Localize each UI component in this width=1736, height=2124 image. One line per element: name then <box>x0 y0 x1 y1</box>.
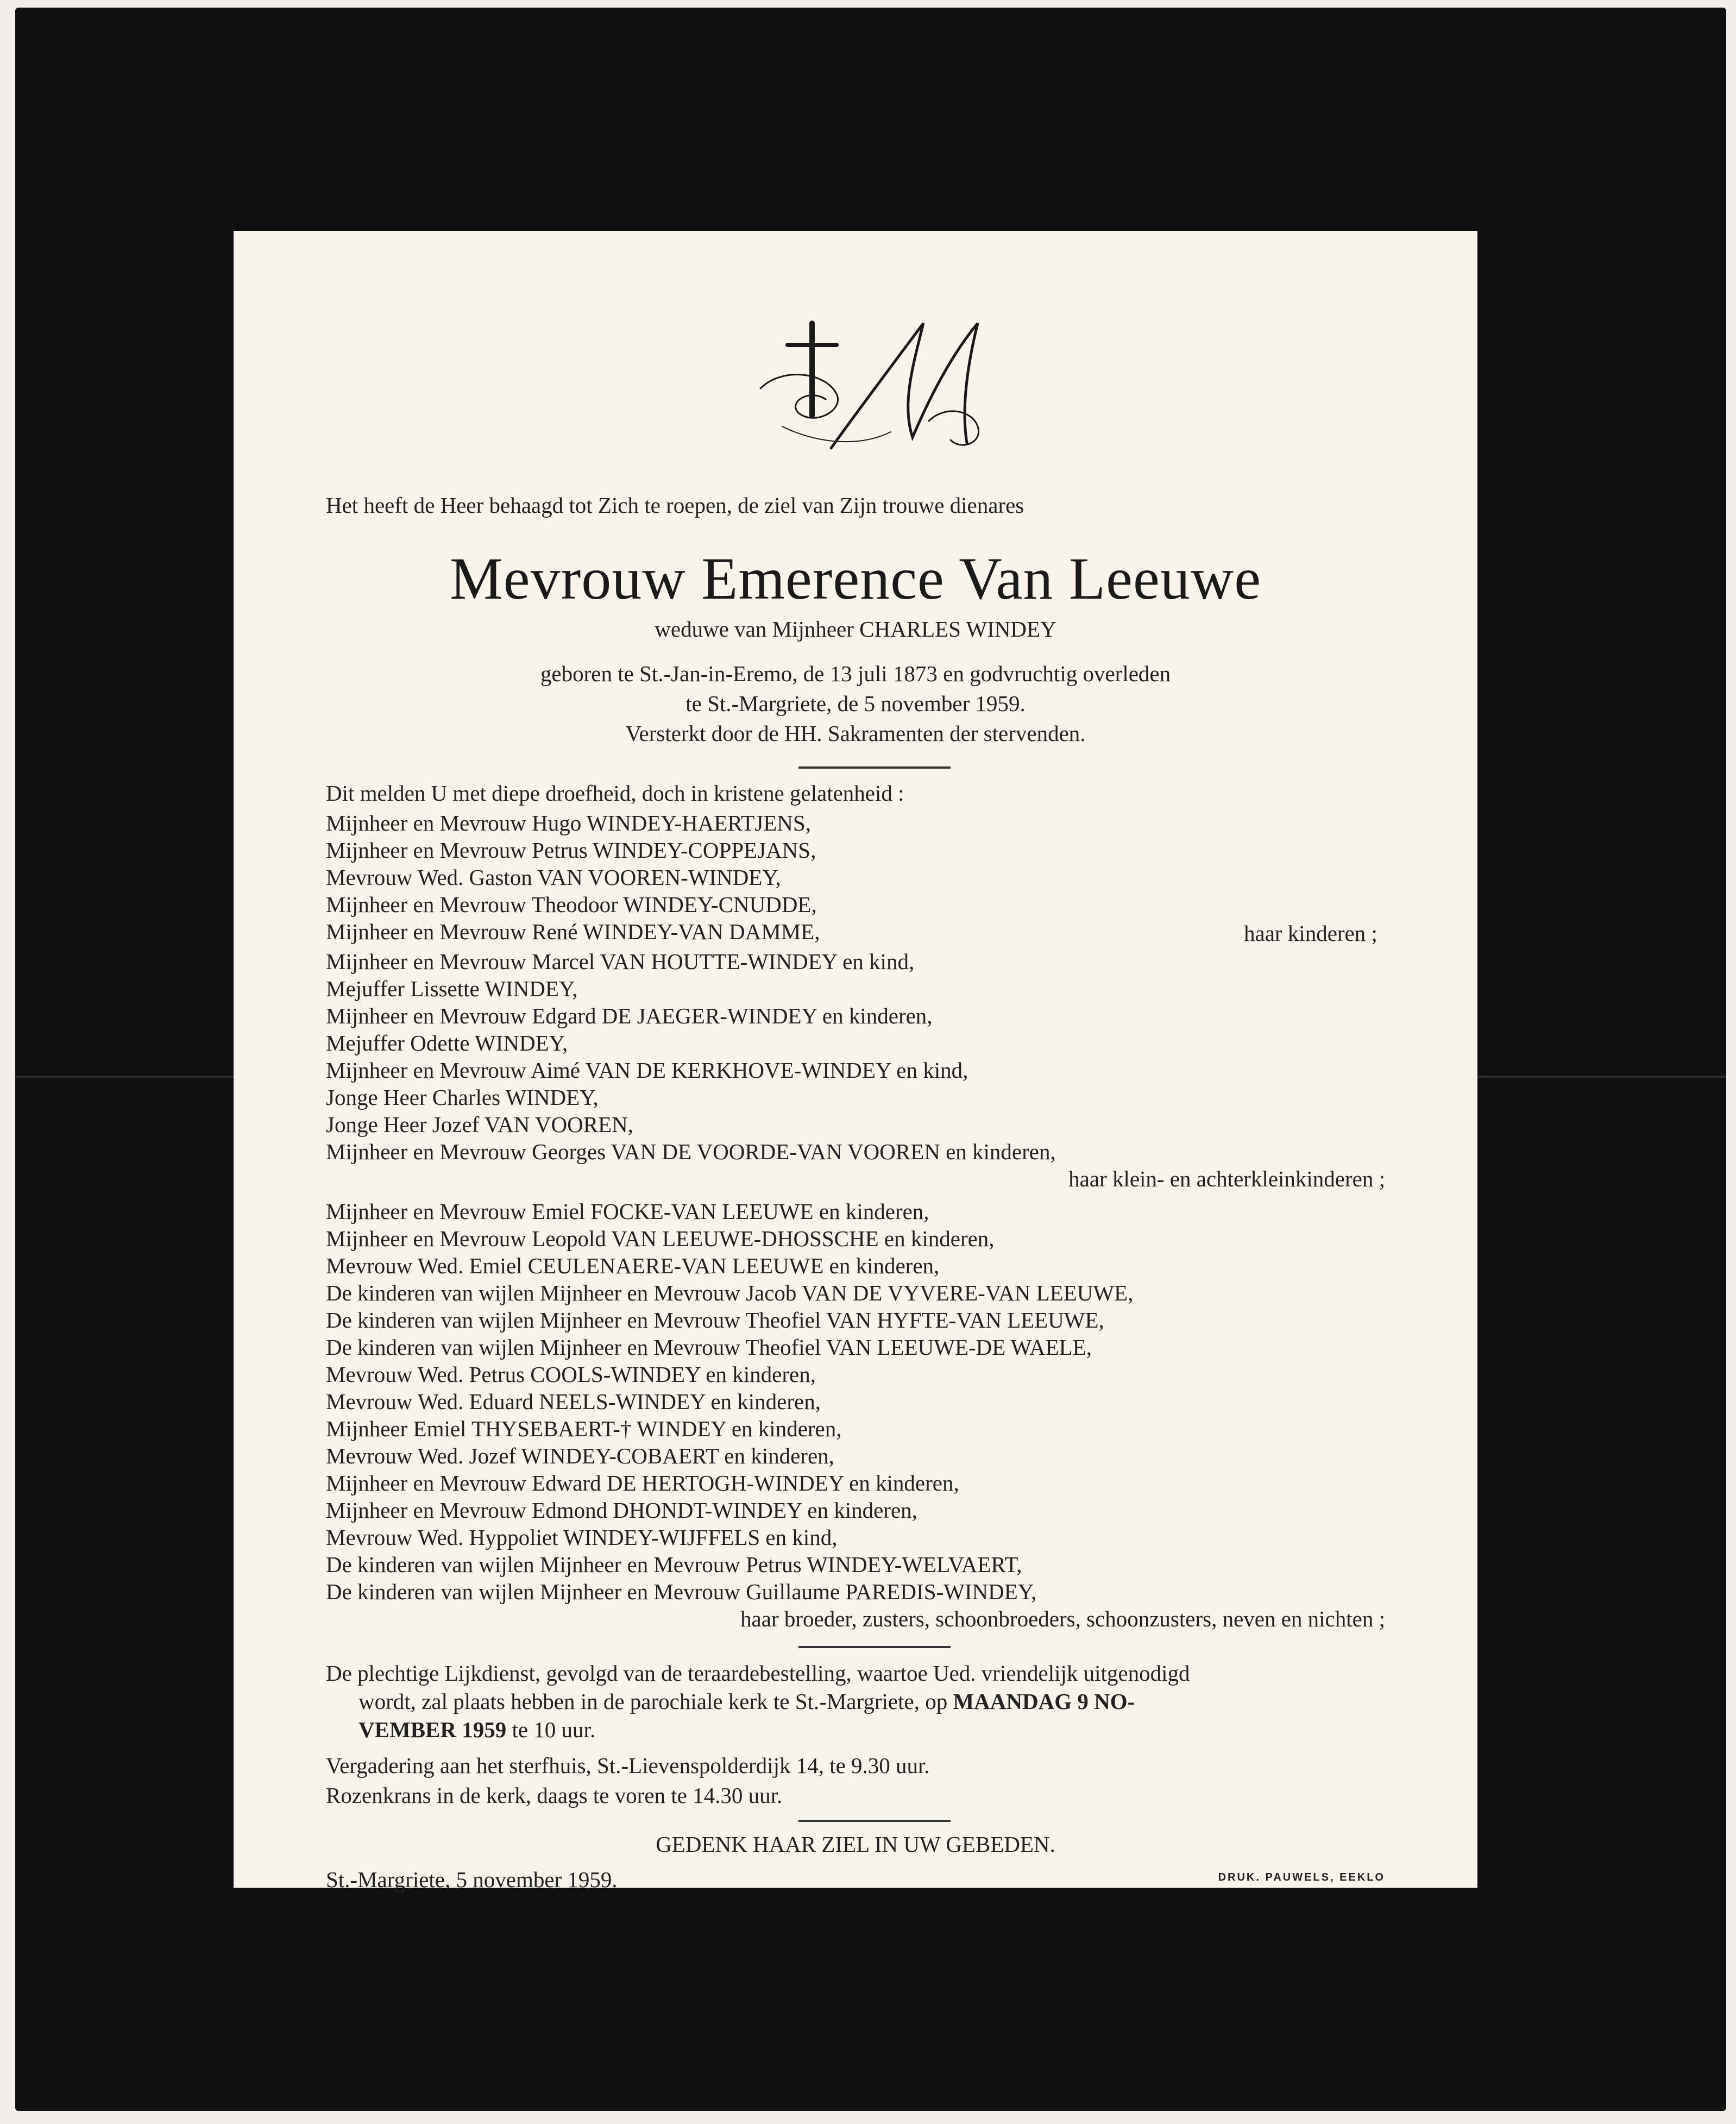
deceased-name: Mevrouw Emerence Van Leeuwe <box>449 545 1262 612</box>
list-item: Mevrouw Wed. Hyppoliet WINDEY-WIJFFELS en kind, <box>326 1525 838 1550</box>
service-date-part-1: MAANDAG 9 NO- <box>953 1689 1135 1714</box>
list-item: Mevrouw Wed. Petrus COOLS-WINDEY en kinderen, <box>326 1362 816 1387</box>
widow-line <box>234 615 1477 643</box>
list-item: De kinderen van wijlen Mijnheer en Mevrouw Guillaume PAREDIS-WINDEY, <box>326 1579 1037 1604</box>
service-line-3 <box>358 1716 595 1743</box>
death-line: te St.-Margriete, de 5 november 1959. <box>685 691 1026 716</box>
widow-prefix: weduwe van Mijnheer <box>655 617 860 642</box>
list-item: Mijnheer en Mevrouw Emiel FOCKE-VAN LEEUWE en kinderen, <box>326 1199 929 1224</box>
list-item: Mevrouw Wed. Eduard NEELS-WINDEY en kinderen, <box>326 1389 821 1414</box>
list-item: Mevrouw Wed. Jozef WINDEY-COBAERT en kinderen, <box>326 1443 834 1468</box>
sacraments-line: Versterkt door de HH. Sakramenten der stervenden. <box>625 721 1086 746</box>
list-item: Mevrouw Wed. Emiel CEULENAERE-VAN LEEUWE en kinderen, <box>326 1253 940 1278</box>
list-item: De kinderen van wijlen Mijnheer en Mevrouw Theofiel VAN HYFTE-VAN LEEUWE, <box>326 1308 1104 1333</box>
divider <box>798 1820 951 1822</box>
service-time: te 10 uur. <box>506 1717 596 1742</box>
list-item: Mijnheer en Mevrouw Petrus WINDEY-COPPEJANS, <box>326 838 816 863</box>
list-item: Mijnheer en Mevrouw Georges VAN DE VOORDE-VAN VOOREN en kinderen, <box>326 1139 1056 1164</box>
list-item: Mijnheer en Mevrouw Edmond DHONDT-WINDEY en kinderen, <box>326 1498 917 1523</box>
list-item: Jonge Heer Jozef VAN VOOREN, <box>326 1112 633 1137</box>
list-item: De kinderen van wijlen Mijnheer en Mevrouw Jacob VAN DE VYVERE-VAN LEEUWE, <box>326 1280 1134 1305</box>
announce-line: Dit melden U met diepe droefheid, doch in kristene gelatenheid : <box>326 781 904 806</box>
list-item: Jonge Heer Charles WINDEY, <box>326 1085 599 1110</box>
intro-text: Het heeft de Heer behaagd tot Zich te roepen, de ziel van Zijn trouwe dienares <box>326 493 1024 518</box>
children-label: haar kinderen ; <box>1244 921 1378 946</box>
relatives-label: haar broeder, zusters, schoonbroeders, schoonzusters, neven en nichten ; <box>740 1606 1385 1631</box>
printer-credit: DRUK. PAUWELS, EEKLO <box>1218 1871 1385 1883</box>
list-item: Mijnheer en Mevrouw Leopold VAN LEEUWE-DHOSSCHE en kinderen, <box>326 1226 995 1251</box>
husband-name: CHARLES WINDEY <box>859 617 1056 642</box>
divider <box>798 766 951 769</box>
list-item: Mijnheer en Mevrouw Edward DE HERTOGH-WINDEY en kinderen, <box>326 1471 959 1495</box>
service-date-part-2: VEMBER 1959 <box>358 1717 507 1742</box>
death-notice-card <box>234 231 1477 1892</box>
rosary-line: Rozenkrans in de kerk, daags te voren te 14.30 uur. <box>326 1783 783 1808</box>
list-item: Mijnheer en Mevrouw Edgard DE JAEGER-WINDEY en kinderen, <box>326 1003 933 1028</box>
list-item: Mevrouw Wed. Gaston VAN VOOREN-WINDEY, <box>326 865 781 890</box>
list-item: De kinderen van wijlen Mijnheer en Mevrouw Petrus WINDEY-WELVAERT, <box>326 1552 1022 1577</box>
list-item: Mijnheer en Mevrouw Hugo WINDEY-HAERTJENS, <box>326 810 811 835</box>
grandchildren-label: haar klein- en achterkleinkinderen ; <box>1068 1166 1385 1191</box>
meeting-line: Vergadering aan het sterfhuis, St.-Lievenspolderdijk 14, te 9.30 uur. <box>326 1753 930 1778</box>
place-date: St.-Margriete, 5 november 1959. <box>326 1867 618 1892</box>
list-item: Mijnheer en Mevrouw René WINDEY-VAN DAMME, <box>326 919 820 944</box>
service-line-2 <box>358 1688 1135 1715</box>
service-text: wordt, zal plaats hebben in de parochiale kerk te St.-Margriete, op <box>358 1689 953 1714</box>
remember-line: GEDENK HAAR ZIEL IN UW GEBEDEN. <box>656 1832 1055 1857</box>
service-line-1: De plechtige Lijkdienst, gevolgd van de teraardebestelling, waartoe Ued. vriendelijk uitgenodigd <box>326 1661 1190 1686</box>
list-item: Mijnheer en Mevrouw Theodoor WINDEY-CNUDDE, <box>326 892 817 917</box>
list-item: Mejuffer Lissette WINDEY, <box>326 976 578 1001</box>
list-item: Mijnheer Emiel THYSEBAERT-† WINDEY en kinderen, <box>326 1416 842 1441</box>
cross-monogram-icon <box>750 301 999 464</box>
divider <box>798 1646 951 1648</box>
list-item: Mijnheer en Mevrouw Marcel VAN HOUTTE-WINDEY en kind, <box>326 949 915 974</box>
birth-line: geboren te St.-Jan-in-Eremo, de 13 juli 1873 en godvruchtig overleden <box>540 661 1171 686</box>
list-item: De kinderen van wijlen Mijnheer en Mevrouw Theofiel VAN LEEUWE-DE WAELE, <box>326 1335 1092 1360</box>
list-item: Mijnheer en Mevrouw Aimé VAN DE KERKHOVE-WINDEY en kind, <box>326 1058 968 1083</box>
list-item: Mejuffer Odette WINDEY, <box>326 1030 568 1055</box>
